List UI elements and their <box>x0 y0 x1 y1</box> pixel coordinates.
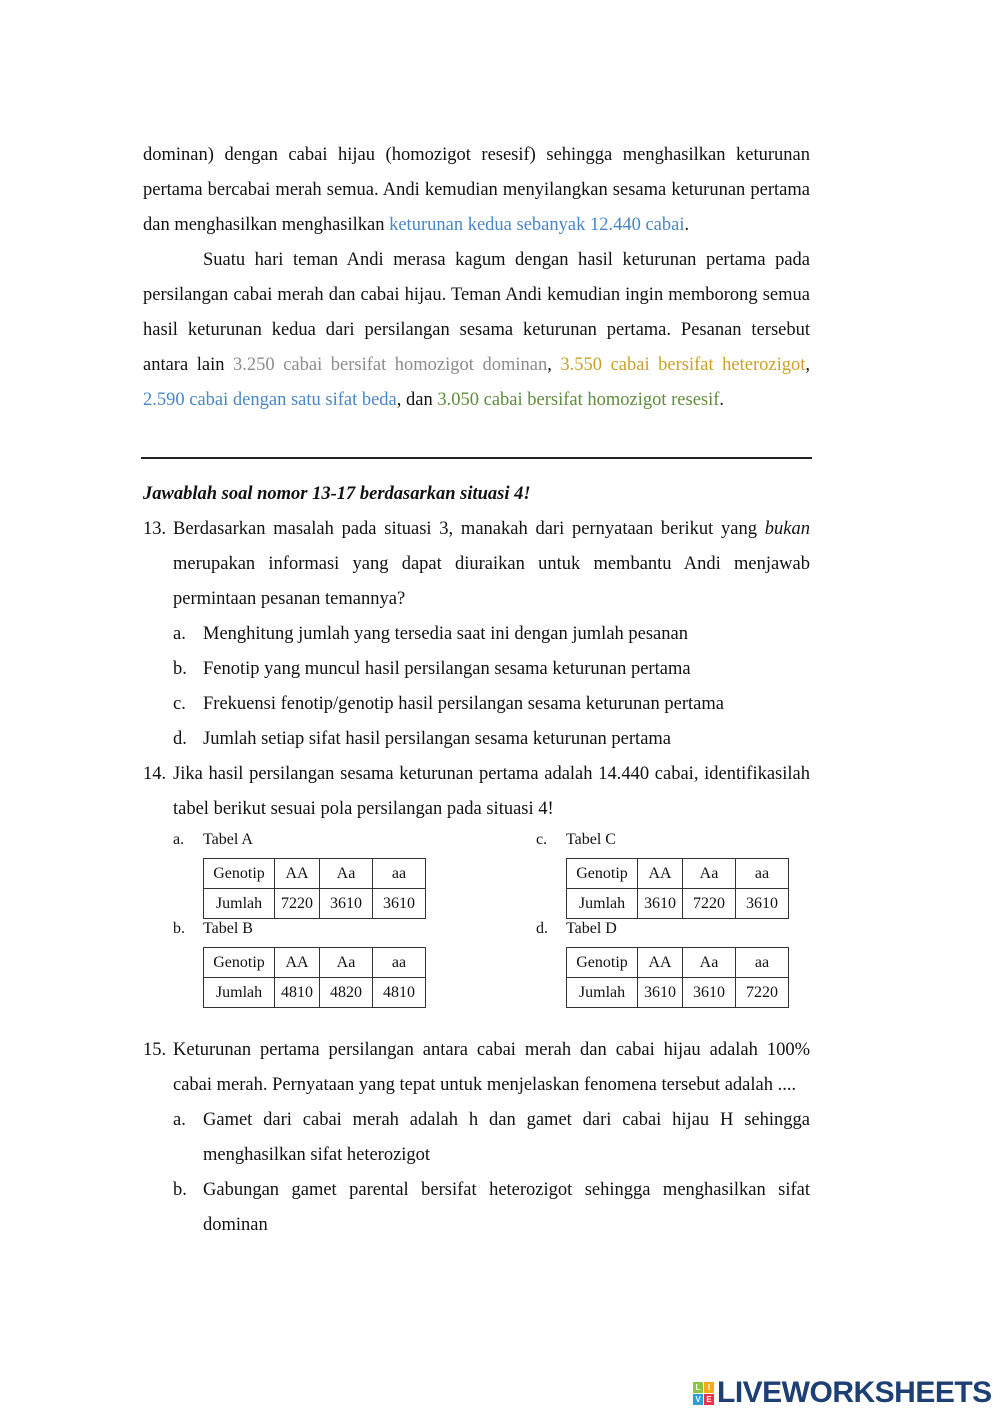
divider <box>141 457 812 459</box>
header-cell: AA <box>638 948 683 978</box>
option-13d[interactable] <box>143 722 810 757</box>
header-cell: aa <box>373 859 426 889</box>
header-cell: AA <box>638 859 683 889</box>
logo-letter: I <box>704 1382 714 1393</box>
header-cell: Genotip <box>204 948 275 978</box>
cell: 4810 <box>373 978 426 1008</box>
cell: 3610 <box>320 889 373 919</box>
text: , <box>805 355 810 375</box>
logo-text: LIVEWORKSHEETS <box>717 1376 992 1409</box>
logo-letter: E <box>704 1394 714 1405</box>
cell: Jumlah <box>204 978 275 1008</box>
question-number: 13. <box>143 519 167 539</box>
text: , <box>547 355 561 375</box>
header-cell: aa <box>736 859 789 889</box>
option-letter: c. <box>536 831 548 848</box>
header-cell: Aa <box>320 859 373 889</box>
header-cell: Genotip <box>567 948 638 978</box>
option-text: Menghitung jumlah yang tersedia saat ini dengan jumlah pesanan <box>203 624 688 644</box>
header-cell: Genotip <box>567 859 638 889</box>
option-text: Gamet dari cabai merah adalah h dan gamet dari cabai hijau H sehingga menghasilkan sifat heterozigot <box>203 1110 810 1165</box>
question-text <box>173 512 810 617</box>
header-cell: aa <box>736 948 789 978</box>
option-letter: b. <box>173 1180 187 1200</box>
logo-letter: V <box>693 1394 703 1405</box>
cell: 3610 <box>736 889 789 919</box>
cell: Jumlah <box>567 978 638 1008</box>
text: Suatu hari teman Andi merasa kagum dengan hasil keturunan pertama pada persilangan cabai merah dan cabai hijau. Teman Andi kemudian ingin memborong semua hasil keturunan kedua dari persilangan sesama keturunan pertama. Pesanan tersebut antara lain <box>143 250 810 375</box>
header-cell: AA <box>275 948 320 978</box>
table-title: Tabel A <box>203 831 253 848</box>
option-letter: b. <box>173 659 187 679</box>
option-14c[interactable] <box>536 828 789 919</box>
option-letter: d. <box>536 920 548 937</box>
option-letter: b. <box>173 920 185 937</box>
option-text: Gabungan gamet parental bersifat heterozigot sehingga menghasilkan sifat dominan <box>203 1180 810 1235</box>
text: Berdasarkan masalah pada situasi 3, manakah dari pernyataan berikut yang <box>173 519 765 539</box>
cell: Jumlah <box>204 889 275 919</box>
logo-letter: L <box>693 1382 703 1393</box>
option-letter: d. <box>173 729 187 749</box>
emphasis: bukan <box>764 519 810 539</box>
situation-paragraph-1 <box>143 138 810 243</box>
header-cell: Aa <box>683 859 736 889</box>
option-text: Fenotip yang muncul hasil persilangan sesama keturunan pertama <box>203 659 691 679</box>
option-13b[interactable] <box>143 652 810 687</box>
question-number: 15. <box>143 1040 167 1060</box>
question-text: Keturunan pertama persilangan antara cabai merah dan cabai hijau adalah 100% cabai merah. Pernyataan yang tepat untuk menjelaskan fenomena tersebut adalah .... <box>173 1040 810 1095</box>
question-14 <box>143 757 810 827</box>
cell: 4820 <box>320 978 373 1008</box>
instruction: Jawablah soal nomor 13-17 berdasarkan situasi 4! <box>143 484 531 504</box>
option-letter: a. <box>173 831 185 848</box>
text: merupakan informasi yang dapat diuraikan untuk membantu Andi menjawab permintaan pesanan temannya? <box>173 554 810 609</box>
situation-paragraph-2 <box>143 243 810 418</box>
cell: Jumlah <box>567 889 638 919</box>
genotype-table <box>566 947 789 1008</box>
header-cell: aa <box>373 948 426 978</box>
questions-13-14 <box>143 477 810 827</box>
genotype-table <box>566 858 789 919</box>
header-cell: AA <box>275 859 320 889</box>
option-text: Jumlah setiap sifat hasil persilangan sesama keturunan pertama <box>203 729 672 749</box>
text: , dan <box>396 390 438 410</box>
genotype-table <box>203 858 426 919</box>
option-13c[interactable] <box>143 687 810 722</box>
cell: 4810 <box>275 978 320 1008</box>
cell: 3610 <box>373 889 426 919</box>
text: . <box>684 215 690 235</box>
option-text: Frekuensi fenotip/genotip hasil persilangan sesama keturunan pertama <box>203 694 724 714</box>
cell: 7220 <box>683 889 736 919</box>
table-title: Tabel C <box>566 831 616 848</box>
question-15 <box>143 1033 810 1103</box>
table-title: Tabel D <box>566 920 617 937</box>
cell: 3610 <box>683 978 736 1008</box>
cell: 3610 <box>638 978 683 1008</box>
cell: 7220 <box>736 978 789 1008</box>
option-letter: a. <box>173 1110 186 1130</box>
table-title: Tabel B <box>203 920 253 937</box>
genotype-table <box>203 947 426 1008</box>
option-15a[interactable] <box>143 1103 810 1173</box>
highlight-offspring: keturunan kedua sebanyak 12.440 cabai <box>389 215 685 235</box>
header-cell: Genotip <box>204 859 275 889</box>
question-15-block <box>143 1033 810 1243</box>
option-14b[interactable] <box>173 917 426 1008</box>
cell: 7220 <box>275 889 320 919</box>
highlight-one-trait: 2.590 cabai dengan satu sifat beda <box>143 390 397 410</box>
text: . <box>719 390 725 410</box>
liveworksheets-logo <box>693 1376 992 1410</box>
option-15b[interactable] <box>143 1173 810 1243</box>
highlight-homozygous-dominant: 3.250 cabai bersifat homozigot dominan <box>233 355 548 375</box>
option-13a[interactable] <box>143 617 810 652</box>
text: dominan) dengan cabai hijau (homozigot resesif) sehingga menghasilkan keturunan pertama bercabai merah semua. Andi kemudian menyilangkan sesama keturunan pertama dan menghasilkan menghasilkan <box>143 145 810 235</box>
highlight-heterozygous: 3.550 cabai bersifat heterozigot <box>560 355 806 375</box>
logo-icon <box>693 1382 714 1405</box>
header-cell: Aa <box>320 948 373 978</box>
question-13 <box>143 512 810 617</box>
cell: 3610 <box>638 889 683 919</box>
option-14a[interactable] <box>173 828 426 919</box>
question-number: 14. <box>143 764 167 784</box>
option-letter: a. <box>173 624 186 644</box>
option-14d[interactable] <box>536 917 789 1008</box>
option-letter: c. <box>173 694 186 714</box>
question-text: Jika hasil persilangan sesama keturunan pertama adalah 14.440 cabai, identifikasilah tabel berikut sesuai pola persilangan pada situasi 4! <box>173 764 810 819</box>
highlight-homozygous-recessive: 3.050 cabai bersifat homozigot resesif <box>437 390 720 410</box>
header-cell: Aa <box>683 948 736 978</box>
